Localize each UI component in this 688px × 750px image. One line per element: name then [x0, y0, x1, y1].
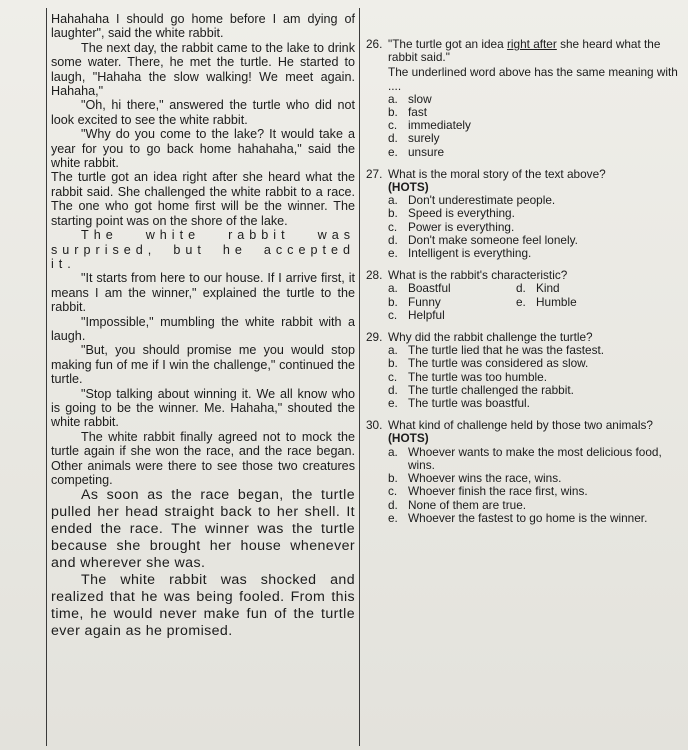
- story-text: [47, 8, 359, 640]
- question-28: [366, 269, 682, 322]
- option-letter: d.: [388, 131, 398, 146]
- question-prompt: What is the moral story of the text above?: [388, 166, 606, 181]
- option-text: Don't underestimate people.: [408, 193, 556, 208]
- answer-option[interactable]: [366, 247, 682, 260]
- option-letter: d.: [388, 497, 398, 512]
- answer-option[interactable]: [388, 296, 516, 309]
- answer-option[interactable]: [516, 282, 626, 295]
- questions-column: [366, 38, 682, 534]
- question-number: 27.: [366, 166, 383, 181]
- story-paragraph: As soon as the race began, the turtle pulled her head straight back to her shell. It ended the race. The winner was the turtle because she brought her house whenever and wherever she was.: [51, 487, 355, 572]
- story-paragraph: "It starts from here to our house. If I arrive first, it means I am the winner," explained the turtle to the rabbit.: [51, 271, 355, 315]
- story-paragraph: "Oh, hi there," answered the turtle who did not look excited to see the white rabbit.: [51, 98, 355, 127]
- option-text: The turtle was boastful.: [408, 396, 530, 411]
- option-text: Whoever the fastest to go home is the winner.: [408, 510, 648, 525]
- answer-option[interactable]: [366, 371, 682, 384]
- option-text: surely: [408, 131, 440, 146]
- question-number: 29.: [366, 330, 383, 345]
- option-text: Funny: [408, 294, 441, 309]
- option-letter: e.: [388, 396, 398, 411]
- answer-option[interactable]: [516, 296, 626, 309]
- story-paragraph: The turtle got an idea right after she heard what the rabbit said. She challenged the white rabbit to a race. The one who got home first will be the winner. The starting point was on the shore of the lake.: [51, 170, 355, 228]
- option-text: Speed is everything.: [408, 206, 515, 221]
- answer-option[interactable]: [388, 282, 516, 295]
- answer-option[interactable]: [366, 512, 682, 525]
- answer-option[interactable]: [366, 146, 682, 159]
- question-26: [366, 38, 682, 159]
- question-prompt: Why did the rabbit challenge the turtle?: [388, 330, 593, 345]
- option-letter: a.: [388, 193, 398, 208]
- option-letter: b.: [388, 471, 398, 486]
- question-30: [366, 419, 682, 525]
- question-prompt: What is the rabbit's characteristic?: [388, 268, 568, 283]
- story-paragraph: "Why do you come to the lake? It would take a year for you to go back home hahahaha," said the white rabbit.: [51, 127, 355, 171]
- option-letter: a.: [388, 281, 398, 296]
- option-text: Power is everything.: [408, 219, 515, 234]
- answer-option[interactable]: [366, 357, 682, 370]
- option-text: Kind: [536, 281, 560, 296]
- option-text: Whoever finish the race first, wins.: [408, 484, 588, 499]
- answer-option[interactable]: [366, 221, 682, 234]
- story-paragraph: The white rabbit was shocked and realized that he was being fooled. From this time, he would never make fun of the turtle ever again as he promised.: [51, 572, 355, 640]
- story-paragraph: The white rabbit was surprised, but he accepted it.: [51, 228, 355, 271]
- answer-option[interactable]: [388, 309, 516, 322]
- option-text: Helpful: [408, 307, 445, 322]
- answer-option[interactable]: [366, 207, 682, 220]
- prompt-part: she heard what the rabbit said.": [388, 37, 661, 65]
- story-paragraph: The next day, the rabbit came to the lake to drink some water. There, he met the turtle. He started to laugh, "Hahaha the slow walking! We meet again. Hahaha,": [51, 40, 355, 99]
- option-text: Don't make someone feel lonely.: [408, 232, 578, 247]
- underlined-phrase: right after: [506, 37, 557, 51]
- answer-option[interactable]: [366, 485, 682, 498]
- answer-option[interactable]: [366, 499, 682, 512]
- option-letter: c.: [388, 307, 398, 322]
- option-letter: e.: [388, 144, 398, 159]
- prompt-part: "The turtle got an idea: [388, 37, 507, 51]
- option-text: Whoever wants to make the most delicious food, wins.: [408, 444, 662, 472]
- option-letter: e.: [388, 246, 398, 261]
- option-letter: a.: [388, 91, 398, 106]
- option-text: Boastful: [408, 281, 451, 296]
- question-29: [366, 331, 682, 410]
- option-letter: b.: [388, 356, 398, 371]
- answer-option[interactable]: [366, 446, 682, 472]
- option-text: Whoever wins the race, wins.: [408, 471, 562, 486]
- options-grid: [366, 282, 682, 322]
- option-letter: c.: [388, 118, 398, 133]
- option-letter: d.: [388, 382, 398, 397]
- question-prompt: [388, 38, 682, 64]
- option-text: slow: [408, 91, 432, 106]
- answer-option[interactable]: [366, 132, 682, 145]
- option-letter: c.: [388, 369, 398, 384]
- question-number: 26.: [366, 37, 383, 51]
- option-letter: c.: [388, 484, 398, 499]
- question-number: 30.: [366, 418, 383, 433]
- question-number: 28.: [366, 268, 383, 283]
- option-letter: a.: [388, 343, 398, 358]
- question-27: [366, 168, 682, 260]
- answer-option[interactable]: [366, 397, 682, 410]
- story-paragraph: "But, you should promise me you would stop making fun of me if I win the challenge," continued the turtle.: [51, 343, 355, 387]
- question-instruction: The underlined word above has the same meaning with ....: [388, 65, 678, 93]
- hots-tag: (HOTS): [388, 431, 429, 446]
- option-text: Humble: [536, 294, 577, 309]
- option-text: Intelligent is everything.: [408, 246, 532, 261]
- story-paragraph: Hahahaha I should go home before I am dying of laughter", said the white rabbit.: [51, 12, 355, 41]
- option-text: The turtle was too humble.: [408, 369, 548, 384]
- story-paragraph: "Stop talking about winning it. We all know who is going to be the winner. Me. Hahaha," shouted the white rabbit.: [51, 386, 355, 430]
- option-letter: e.: [388, 510, 398, 525]
- option-text: fast: [408, 105, 428, 120]
- story-column: [46, 8, 360, 746]
- option-letter: b.: [388, 105, 398, 120]
- option-letter: b.: [388, 206, 398, 221]
- hots-tag: (HOTS): [388, 180, 429, 195]
- question-prompt: What kind of challenge held by those two animals?: [388, 418, 653, 433]
- option-letter: c.: [388, 219, 398, 234]
- option-text: unsure: [408, 144, 445, 159]
- option-text: immediately: [408, 118, 471, 133]
- option-text: The turtle lied that he was the fastest.: [408, 343, 605, 358]
- option-letter: a.: [388, 444, 398, 459]
- option-text: The turtle challenged the rabbit.: [408, 382, 574, 397]
- option-letter: e.: [516, 294, 526, 309]
- story-paragraph: "Impossible," mumbling the white rabbit with a laugh.: [51, 314, 355, 343]
- option-text: The turtle was considered as slow.: [408, 356, 589, 371]
- option-letter: b.: [388, 294, 398, 309]
- story-paragraph: The white rabbit finally agreed not to mock the turtle again if she won the race, and the race began. Other animals were there to see those two creatures competing.: [51, 429, 355, 487]
- option-letter: d.: [388, 232, 398, 247]
- option-letter: d.: [516, 281, 526, 296]
- option-text: None of them are true.: [408, 497, 527, 512]
